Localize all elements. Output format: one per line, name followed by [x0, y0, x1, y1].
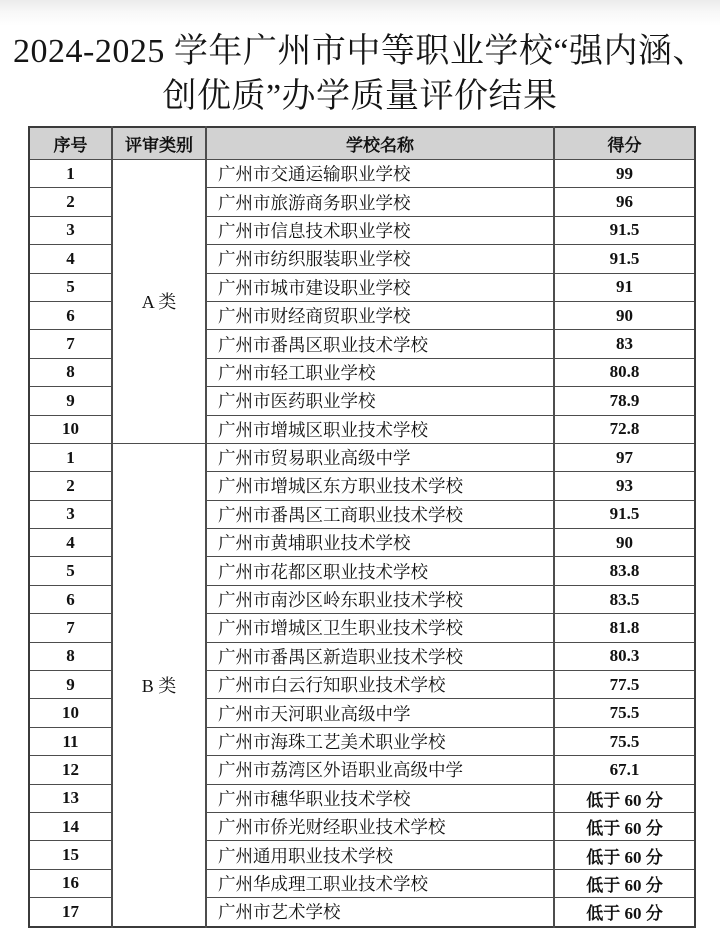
school-name-cell: 广州市花都区职业技术学校 — [206, 557, 554, 585]
score-cell: 低于 60 分 — [554, 869, 695, 897]
score-cell: 91 — [554, 273, 695, 301]
school-name-cell: 广州市信息技术职业学校 — [206, 216, 554, 244]
school-name-cell: 广州市增城区东方职业技术学校 — [206, 472, 554, 500]
evaluation-results-table — [28, 126, 696, 928]
serial-number-cell: 2 — [29, 472, 112, 500]
serial-number-cell: 14 — [29, 812, 112, 840]
score-cell: 72.8 — [554, 415, 695, 443]
serial-number-cell: 5 — [29, 557, 112, 585]
serial-number-cell: 17 — [29, 898, 112, 927]
table-header-row — [29, 127, 695, 160]
score-cell: 78.9 — [554, 387, 695, 415]
score-cell: 91.5 — [554, 245, 695, 273]
page-title-line-1: 2024-2025 学年广州市中等职业学校“强内涵、 — [13, 33, 707, 70]
table-row — [29, 443, 695, 471]
serial-number-cell: 5 — [29, 273, 112, 301]
score-cell: 低于 60 分 — [554, 841, 695, 869]
review-category-cell: B 类 — [112, 443, 206, 926]
table-body — [29, 160, 695, 927]
serial-number-cell: 1 — [29, 160, 112, 188]
serial-number-cell: 4 — [29, 245, 112, 273]
school-name-cell: 广州市白云行知职业技术学校 — [206, 671, 554, 699]
school-name-cell: 广州市番禺区工商职业技术学校 — [206, 500, 554, 528]
school-name-cell: 广州市南沙区岭东职业技术学校 — [206, 585, 554, 613]
serial-number-cell: 3 — [29, 500, 112, 528]
score-cell: 低于 60 分 — [554, 898, 695, 927]
school-name-cell: 广州市旅游商务职业学校 — [206, 188, 554, 216]
serial-number-cell: 4 — [29, 529, 112, 557]
school-name-cell: 广州市艺术学校 — [206, 898, 554, 927]
school-name-cell: 广州市荔湾区外语职业高级中学 — [206, 756, 554, 784]
school-name-cell: 广州市轻工职业学校 — [206, 358, 554, 386]
school-name-cell: 广州市城市建设职业学校 — [206, 273, 554, 301]
score-cell: 75.5 — [554, 699, 695, 727]
score-cell: 91.5 — [554, 500, 695, 528]
serial-number-cell: 10 — [29, 699, 112, 727]
score-cell: 83 — [554, 330, 695, 358]
score-cell: 80.3 — [554, 642, 695, 670]
page-title-line-2: 创优质”办学质量评价结果 — [162, 78, 558, 115]
school-name-cell: 广州市海珠工艺美术职业学校 — [206, 727, 554, 755]
serial-number-cell: 2 — [29, 188, 112, 216]
serial-number-cell: 9 — [29, 671, 112, 699]
table-row — [29, 160, 695, 188]
score-cell: 96 — [554, 188, 695, 216]
school-name-cell: 广州市黄埔职业技术学校 — [206, 529, 554, 557]
serial-number-cell: 16 — [29, 869, 112, 897]
serial-number-cell: 12 — [29, 756, 112, 784]
score-cell: 99 — [554, 160, 695, 188]
score-cell: 93 — [554, 472, 695, 500]
header-review-category: 评审类别 — [112, 127, 206, 160]
score-cell: 67.1 — [554, 756, 695, 784]
score-cell: 90 — [554, 301, 695, 329]
score-cell: 90 — [554, 529, 695, 557]
score-cell: 80.8 — [554, 358, 695, 386]
score-cell: 低于 60 分 — [554, 784, 695, 812]
header-serial-number: 序号 — [29, 127, 112, 160]
score-cell: 83.5 — [554, 585, 695, 613]
score-cell: 77.5 — [554, 671, 695, 699]
header-score: 得分 — [554, 127, 695, 160]
score-cell: 81.8 — [554, 614, 695, 642]
serial-number-cell: 3 — [29, 216, 112, 244]
header-school-name: 学校名称 — [206, 127, 554, 160]
school-name-cell: 广州市番禺区职业技术学校 — [206, 330, 554, 358]
school-name-cell: 广州市财经商贸职业学校 — [206, 301, 554, 329]
school-name-cell: 广州市增城区职业技术学校 — [206, 415, 554, 443]
school-name-cell: 广州市穗华职业技术学校 — [206, 784, 554, 812]
serial-number-cell: 10 — [29, 415, 112, 443]
school-name-cell: 广州通用职业技术学校 — [206, 841, 554, 869]
serial-number-cell: 6 — [29, 585, 112, 613]
serial-number-cell: 13 — [29, 784, 112, 812]
score-cell: 75.5 — [554, 727, 695, 755]
serial-number-cell: 6 — [29, 301, 112, 329]
serial-number-cell: 8 — [29, 358, 112, 386]
school-name-cell: 广州市番禺区新造职业技术学校 — [206, 642, 554, 670]
serial-number-cell: 15 — [29, 841, 112, 869]
serial-number-cell: 8 — [29, 642, 112, 670]
school-name-cell: 广州市医药职业学校 — [206, 387, 554, 415]
school-name-cell: 广州市纺织服装职业学校 — [206, 245, 554, 273]
serial-number-cell: 7 — [29, 614, 112, 642]
serial-number-cell: 9 — [29, 387, 112, 415]
serial-number-cell: 7 — [29, 330, 112, 358]
review-category-cell: A 类 — [112, 160, 206, 444]
school-name-cell: 广州市天河职业高级中学 — [206, 699, 554, 727]
serial-number-cell: 1 — [29, 443, 112, 471]
score-cell: 83.8 — [554, 557, 695, 585]
score-cell: 97 — [554, 443, 695, 471]
school-name-cell: 广州市侨光财经职业技术学校 — [206, 812, 554, 840]
school-name-cell: 广州市增城区卫生职业技术学校 — [206, 614, 554, 642]
score-cell: 91.5 — [554, 216, 695, 244]
school-name-cell: 广州华成理工职业技术学校 — [206, 869, 554, 897]
serial-number-cell: 11 — [29, 727, 112, 755]
school-name-cell: 广州市交通运输职业学校 — [206, 160, 554, 188]
school-name-cell: 广州市贸易职业高级中学 — [206, 443, 554, 471]
page-title — [0, 0, 720, 119]
score-cell: 低于 60 分 — [554, 812, 695, 840]
